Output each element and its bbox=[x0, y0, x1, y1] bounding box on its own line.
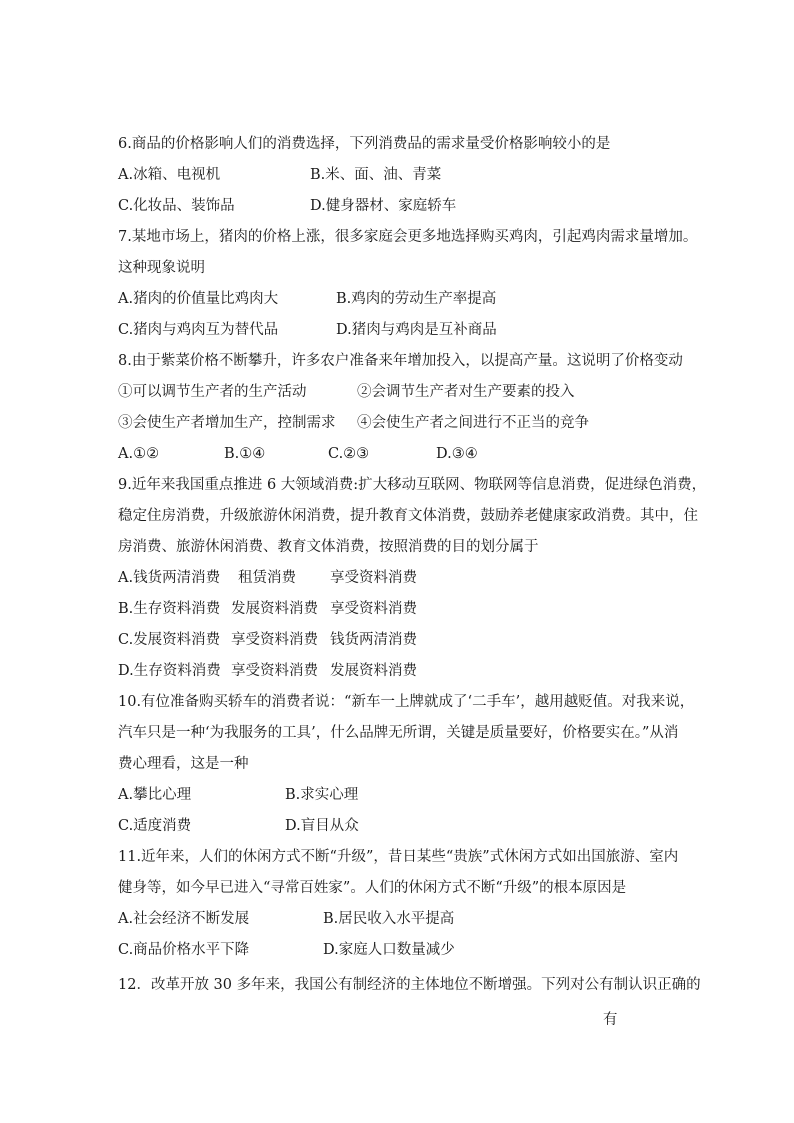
q11-option-c: C.商品价格水平下降 bbox=[118, 942, 250, 958]
q6-option-d: D.健身器材、家庭轿车 bbox=[310, 198, 457, 214]
q9-stem-line2: 稳定住房消费，升级旅游休闲消费，提升教育文体消费，鼓励养老健康家政消费。其中，住 bbox=[118, 508, 698, 524]
q7-option-a: A.猪肉的价值量比鸡肉大 bbox=[118, 291, 279, 307]
q9-option-c-part2: 享受资料消费 bbox=[231, 632, 318, 648]
q10-option-d: D.盲目从众 bbox=[285, 818, 359, 834]
q6-stem: 6.商品的价格影响人们的消费选择，下列消费品的需求量受价格影响较小的是 bbox=[118, 136, 611, 152]
q9-option-a-part2: 租赁消费 bbox=[238, 570, 296, 586]
q6-option-a: A.冰箱、电视机 bbox=[118, 167, 221, 183]
q7-option-c: C.猪肉与鸡肉互为替代品 bbox=[118, 322, 279, 338]
q9-option-a-part1: A.钱货两清消费 bbox=[118, 570, 221, 586]
q10-option-c: C.适度消费 bbox=[118, 818, 192, 834]
q8-option-d: D.③④ bbox=[436, 446, 478, 462]
q9-option-d-part3: 发展资料消费 bbox=[330, 663, 417, 679]
q12-stem: 12．改革开放 30 多年来，我国公有制经济的主体地位不断增强。下列对公有制认识正确的 bbox=[118, 977, 701, 993]
q7-option-d: D.猪肉与鸡肉是互补商品 bbox=[336, 322, 497, 338]
q10-stem-line1: 10.有位准备购买轿车的消费者说：“新车一上牌就成了‘二手车’，越用越贬值。对我来说， bbox=[118, 694, 695, 710]
q6-option-c: C.化妆品、装饰品 bbox=[118, 198, 235, 214]
q9-option-d-part1: D.生存资料消费 bbox=[118, 663, 221, 679]
q8-option-a: A.①② bbox=[118, 446, 160, 462]
q9-stem-line1: 9.近年来我国重点推进 6 大领域消费:扩大移动互联网、物联网等信息消费，促进绿色消费， bbox=[118, 477, 707, 493]
q11-option-a: A.社会经济不断发展 bbox=[118, 911, 250, 927]
q10-option-a: A.攀比心理 bbox=[118, 787, 192, 803]
q8-stem: 8.由于紫菜价格不断攀升，许多农户准备来年增加投入，以提高产量。这说明了价格变动 bbox=[118, 353, 683, 369]
q10-option-b: B.求实心理 bbox=[285, 787, 359, 803]
q9-option-c-part3: 钱货两清消费 bbox=[330, 632, 417, 648]
q8-statement-3: ③会使生产者增加生产，控制需求 bbox=[118, 415, 336, 431]
q8-option-c: C.②③ bbox=[328, 446, 370, 462]
q7-stem-line2: 这种现象说明 bbox=[118, 260, 205, 276]
q10-stem-line2: 汽车只是一种‘为我服务的工具’，什么品牌无所谓，关键是质量要好，价格要实在。”从消 bbox=[118, 725, 679, 741]
q7-stem-line1: 7.某地市场上，猪肉的价格上涨，很多家庭会更多地选择购买鸡肉，引起鸡肉需求量增加。 bbox=[118, 229, 698, 245]
q8-option-b: B.①④ bbox=[224, 446, 266, 462]
q11-option-d: D.家庭人口数量减少 bbox=[323, 942, 455, 958]
q9-stem-line3: 房消费、旅游休闲消费、教育文体消费，按照消费的目的划分属于 bbox=[118, 539, 539, 555]
q6-option-b: B.米、面、油、青菜 bbox=[310, 167, 442, 183]
q7-option-b: B.鸡肉的劳动生产率提高 bbox=[336, 291, 497, 307]
q9-option-d-part2: 享受资料消费 bbox=[231, 663, 318, 679]
q11-option-b: B.居民收入水平提高 bbox=[323, 911, 455, 927]
q9-option-b-part2: 发展资料消费 bbox=[231, 601, 318, 617]
q8-statement-2: ②会调节生产者对生产要素的投入 bbox=[357, 384, 575, 400]
q9-option-b-part3: 享受资料消费 bbox=[330, 601, 417, 617]
q8-statement-4: ④会使生产者之间进行不正当的竞争 bbox=[357, 415, 589, 431]
q10-stem-line3: 费心理看，这是一种 bbox=[118, 756, 249, 772]
q12-stem-continuation: 有 bbox=[603, 1012, 618, 1028]
q9-option-c-part1: C.发展资料消费 bbox=[118, 632, 221, 648]
q9-option-a-part3: 享受资料消费 bbox=[330, 570, 417, 586]
q9-option-b-part1: B.生存资料消费 bbox=[118, 601, 221, 617]
q11-stem-line1: 11.近年来，人们的休闲方式不断“升级”，昔日某些“贵族”式休闲方式如出国旅游、室内 bbox=[118, 849, 679, 865]
q8-statement-1: ①可以调节生产者的生产活动 bbox=[118, 384, 307, 400]
q11-stem-line2: 健身等，如今早已进入“寻常百姓家”。人们的休闲方式不断“升级”的根本原因是 bbox=[118, 880, 627, 896]
